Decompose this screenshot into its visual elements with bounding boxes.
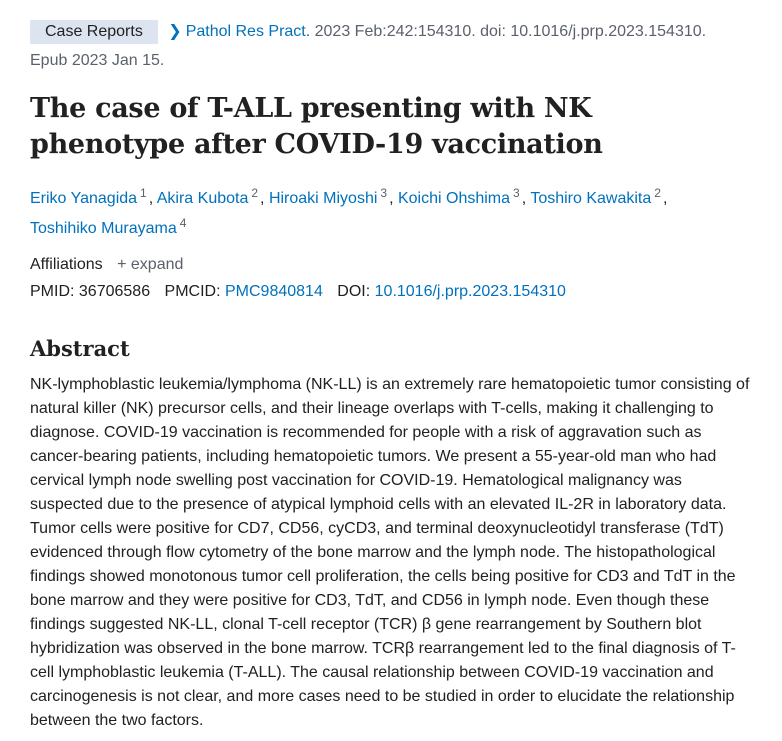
pmid-label: PMID: — [30, 283, 75, 300]
affiliations-row — [30, 253, 752, 277]
author-affiliation-number[interactable]: 2 — [654, 186, 661, 200]
author-affiliation-number[interactable]: 3 — [380, 186, 388, 200]
author-affiliation-number[interactable]: 3 — [513, 186, 520, 200]
author-link[interactable]: Toshihiko Murayama — [30, 220, 177, 237]
citation-text: 2023 Feb:242:154310. doi: 10.1016/j.prp.2023.154310. — [310, 23, 707, 40]
publication-type-badge[interactable]: Case Reports — [30, 20, 158, 44]
doi-link[interactable]: 10.1016/j.prp.2023.154310 — [374, 283, 566, 300]
abstract-text: NK-lymphoblastic leukemia/lymphoma (NK-LL) is an extremely rare hematopoietic tumor consisting of natural killer (NK) precursor cells, and their lineage overlaps with T-cells, making it challenging to diagnose. COVID-19 vaccination is recommended for people with a risk of aggravation such as cancer-bearing patients, including hematopoietic tumors. We present a 55-year-old man who had cervical lymph node swelling post vaccination for COVID-19. Hematological malignancy was suspected due to the presence of atypical lymphoid cells with an elevated IL-2R in laboratory data. Tumor cells were positive for CD7, CD56, cyCD3, and terminal deoxynucleotidyl transferase (TdT) evidenced through flow cytometry of the bone marrow and the lymph node. The histopathological findings showed monotonous tumor cell proliferation, the cells being positive for CD3 and TdT in the bone marrow and they were positive for CD3, TdT, and CD56 in lymph node. Even though these findings suggested NK-LL, clonal T-cell receptor (TCR) β gene rearrangement by Southern blot hybridization was observed in the bone marrow. TCRβ rearrangement led to the final diagnosis of T-cell lymphoblastic leukemia (T-ALL). The causal relationship between COVID-19 vaccination and carcinogenesis is not clear, and more cases need to be studied in order to elucidate the relationship between the two factors. — [30, 376, 750, 729]
expand-affiliations-button[interactable] — [117, 256, 183, 273]
author-affiliation-number[interactable]: 4 — [179, 216, 187, 230]
pmid-value: 36706586 — [78, 283, 151, 300]
chevron-right-icon: ❯ — [168, 23, 182, 40]
article-title: The case of T-ALL presenting with NK phenotype after COVID-19 vaccination — [30, 93, 603, 160]
author-link[interactable]: Akira Kubota — [156, 190, 249, 207]
journal-link[interactable]: Pathol Res Pract. — [185, 23, 311, 40]
author-affiliation-number[interactable]: 2 — [251, 186, 259, 200]
plus-icon: + — [117, 256, 127, 273]
pmcid-link[interactable]: PMC9840814 — [225, 283, 323, 300]
doi-label: DOI: — [337, 283, 371, 300]
abstract-heading: Abstract — [30, 336, 130, 361]
pmcid-label: PMCID: — [164, 283, 221, 300]
author-link[interactable]: Toshiro Kawakita — [530, 190, 652, 207]
citation-line — [30, 20, 752, 44]
expand-label: expand — [130, 256, 184, 273]
author-list: Eriko Yanagida $^1$ , Akira Kubota $^2$ , Hiroaki Miyoshi $^3$ , Koichi Ohshima $^3$ , Toshiro Kawakita $^2$ , Toshihiko Murayama $^4$ — [30, 186, 668, 237]
author-link[interactable]: Hiroaki Miyoshi — [268, 190, 378, 207]
identifiers-row — [30, 280, 752, 304]
author-link[interactable]: Eriko Yanagida — [30, 190, 138, 207]
author-affiliation-number[interactable]: 1 — [140, 186, 147, 200]
affiliations-label: Affiliations — [30, 256, 103, 273]
author-link[interactable]: Koichi Ohshima — [397, 190, 511, 207]
epub-date: Epub 2023 Jan 15. — [30, 52, 165, 69]
